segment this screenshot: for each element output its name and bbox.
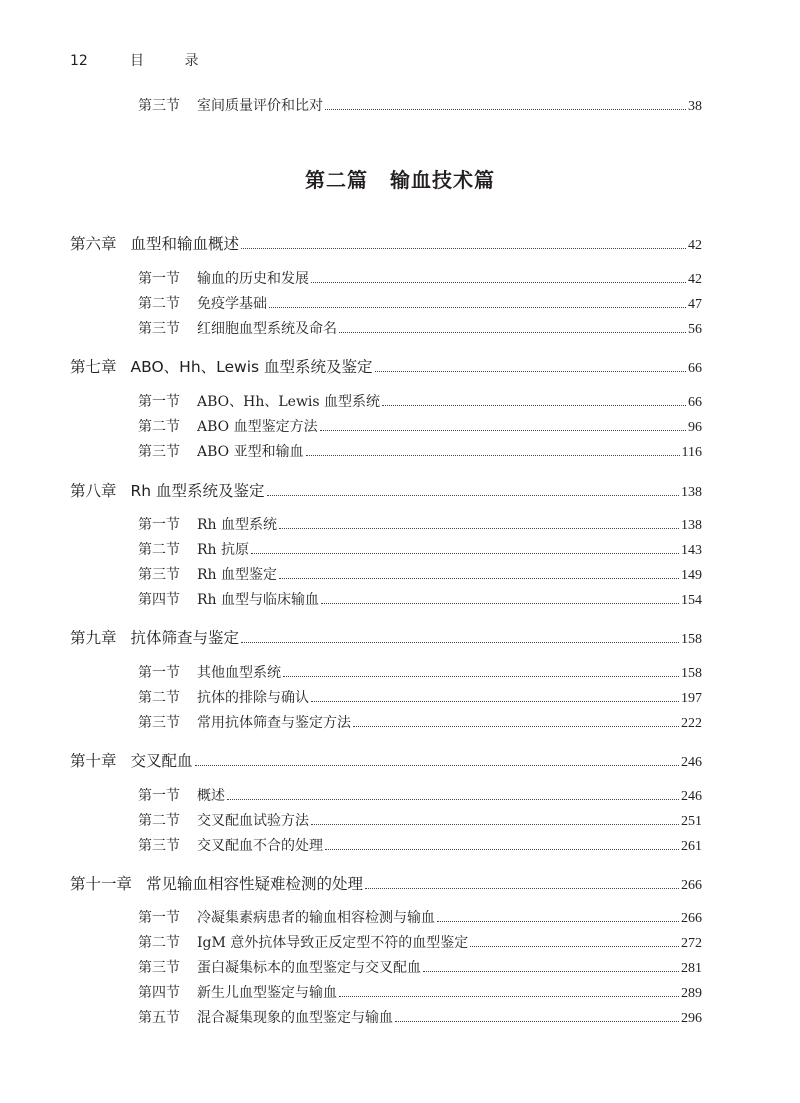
toc-section-entry[interactable] bbox=[138, 811, 702, 831]
section-label: 第一节 bbox=[138, 517, 180, 533]
toc-section-entry[interactable] bbox=[138, 1008, 702, 1028]
section-label: 第三节 bbox=[138, 321, 180, 337]
chapter-title: ABO、Hh、Lewis 血型系统及鉴定 bbox=[130, 358, 373, 376]
chapter-page: 246 bbox=[681, 755, 702, 770]
dot-leader bbox=[375, 371, 686, 372]
toc-section-entry[interactable] bbox=[138, 515, 702, 535]
dot-leader bbox=[311, 701, 679, 702]
section-title: 红细胞血型系统及命名 bbox=[197, 321, 337, 337]
dot-leader bbox=[423, 971, 679, 972]
dot-leader bbox=[365, 888, 679, 889]
chapter-title: 抗体筛查与鉴定 bbox=[130, 629, 240, 647]
section-page: 158 bbox=[681, 666, 702, 681]
section-title: Rh 血型与临床输血 bbox=[197, 592, 320, 608]
dot-leader bbox=[241, 642, 679, 643]
toc-section-entry[interactable] bbox=[138, 983, 702, 1003]
dot-leader bbox=[325, 109, 686, 110]
chapter-label: 第九章 bbox=[70, 629, 117, 647]
section-title: 概述 bbox=[197, 788, 225, 804]
dot-leader bbox=[306, 455, 680, 456]
section-label: 第四节 bbox=[138, 592, 180, 608]
toc-section-entry[interactable] bbox=[138, 417, 702, 437]
section-title: 新生儿血型鉴定与输血 bbox=[197, 985, 337, 1001]
section-label: 第三节 bbox=[138, 567, 180, 583]
section-title: 输血的历史和发展 bbox=[197, 271, 309, 287]
section-page: 261 bbox=[681, 839, 702, 854]
toc-section-entry[interactable] bbox=[138, 836, 702, 856]
section-title: 混合凝集现象的血型鉴定与输血 bbox=[197, 1010, 393, 1026]
section-title: 室间质量评价和比对 bbox=[197, 98, 323, 114]
chapter-title: 常见输血相容性疑难检测的处理 bbox=[146, 875, 364, 893]
section-label: 第二节 bbox=[138, 813, 180, 829]
section-label: 第二节 bbox=[138, 935, 180, 951]
section-title: IgM 意外抗体导致正反定型不符的血型鉴定 bbox=[197, 935, 469, 951]
dot-leader bbox=[251, 553, 679, 554]
toc-section-entry[interactable] bbox=[138, 958, 702, 978]
section-label: 第四节 bbox=[138, 985, 180, 1001]
section-label: 第三节 bbox=[138, 98, 180, 114]
section-label: 第三节 bbox=[138, 838, 180, 854]
section-label: 第一节 bbox=[138, 271, 180, 287]
dot-leader bbox=[227, 799, 679, 800]
section-label: 第五节 bbox=[138, 1010, 180, 1026]
section-title: ABO、Hh、Lewis 血型系统 bbox=[197, 394, 381, 410]
section-page: 246 bbox=[681, 789, 702, 804]
section-label: 第三节 bbox=[138, 715, 180, 731]
section-label: 第一节 bbox=[138, 665, 180, 681]
dot-leader bbox=[311, 824, 679, 825]
toc-chapter-entry[interactable] bbox=[70, 627, 702, 649]
toc-section-entry[interactable] bbox=[138, 908, 702, 928]
section-title: 冷凝集素病患者的输血相容检测与输血 bbox=[197, 910, 435, 926]
dot-leader bbox=[195, 765, 679, 766]
section-page: 38 bbox=[688, 99, 702, 114]
section-page: 251 bbox=[681, 814, 702, 829]
section-label: 第二节 bbox=[138, 419, 180, 435]
section-title: 抗体的排除与确认 bbox=[197, 690, 309, 706]
dot-leader bbox=[325, 849, 679, 850]
section-page: 138 bbox=[681, 518, 702, 533]
part-title: 输血技术篇 bbox=[390, 168, 495, 192]
toc-section-entry[interactable] bbox=[138, 688, 702, 708]
toc-section-entry[interactable] bbox=[138, 392, 702, 412]
dot-leader bbox=[437, 921, 679, 922]
toc-section-entry[interactable] bbox=[138, 96, 702, 116]
chapter-page: 158 bbox=[681, 632, 702, 647]
section-page: 272 bbox=[681, 936, 702, 951]
section-title: 交叉配血不合的处理 bbox=[197, 838, 323, 854]
toc-section-entry[interactable] bbox=[138, 540, 702, 560]
section-page: 154 bbox=[681, 593, 702, 608]
section-page: 66 bbox=[688, 395, 702, 410]
chapter-title: Rh 血型系统及鉴定 bbox=[130, 482, 265, 500]
section-label: 第二节 bbox=[138, 690, 180, 706]
section-label: 第二节 bbox=[138, 296, 180, 312]
section-page: 296 bbox=[681, 1011, 702, 1026]
dot-leader bbox=[267, 495, 679, 496]
chapter-label: 第七章 bbox=[70, 358, 117, 376]
toc-chapter-entry[interactable] bbox=[70, 750, 702, 772]
running-header bbox=[70, 50, 216, 70]
section-label: 第一节 bbox=[138, 788, 180, 804]
section-page: 56 bbox=[688, 322, 702, 337]
part-label: 第二篇 bbox=[305, 168, 368, 192]
section-page: 266 bbox=[681, 911, 702, 926]
chapter-page: 66 bbox=[688, 361, 702, 376]
toc-chapter-entry[interactable] bbox=[70, 873, 702, 895]
section-title: 免疫学基础 bbox=[197, 296, 267, 312]
section-title: 其他血型系统 bbox=[197, 665, 281, 681]
section-title: 蛋白凝集标本的血型鉴定与交叉配血 bbox=[197, 960, 421, 976]
dot-leader bbox=[339, 332, 686, 333]
dot-leader bbox=[321, 603, 679, 604]
section-page: 96 bbox=[688, 420, 702, 435]
toc-section-entry[interactable] bbox=[138, 590, 702, 610]
chapter-label: 第十一章 bbox=[70, 875, 133, 893]
part-heading bbox=[0, 164, 800, 193]
dot-leader bbox=[269, 307, 686, 308]
section-label: 第一节 bbox=[138, 394, 180, 410]
dot-leader bbox=[279, 578, 679, 579]
section-label: 第三节 bbox=[138, 444, 180, 460]
header-title: 目 录 bbox=[130, 53, 217, 69]
section-page: 116 bbox=[681, 445, 702, 460]
section-title: ABO 亚型和输血 bbox=[197, 444, 304, 460]
section-label: 第二节 bbox=[138, 542, 180, 558]
toc-section-entry[interactable] bbox=[138, 319, 702, 339]
toc-section-entry[interactable] bbox=[138, 269, 702, 289]
chapter-title: 交叉配血 bbox=[130, 752, 193, 770]
dot-leader bbox=[395, 1021, 679, 1022]
dot-leader bbox=[241, 248, 686, 249]
section-label: 第三节 bbox=[138, 960, 180, 976]
section-page: 289 bbox=[681, 986, 702, 1001]
chapter-label: 第十章 bbox=[70, 752, 117, 770]
toc-section-entry[interactable] bbox=[138, 933, 702, 953]
toc-section-entry[interactable] bbox=[138, 294, 702, 314]
dot-leader bbox=[339, 996, 679, 997]
toc-section-entry[interactable] bbox=[138, 565, 702, 585]
section-page: 197 bbox=[681, 691, 702, 706]
toc-section-entry[interactable] bbox=[138, 442, 702, 462]
toc-section-entry[interactable] bbox=[138, 713, 702, 733]
section-title: 交叉配血试验方法 bbox=[197, 813, 309, 829]
section-title: Rh 血型系统 bbox=[197, 517, 278, 533]
dot-leader bbox=[470, 946, 679, 947]
chapter-label: 第六章 bbox=[70, 235, 117, 253]
section-page: 42 bbox=[688, 272, 702, 287]
section-page: 47 bbox=[688, 297, 702, 312]
dot-leader bbox=[279, 528, 679, 529]
chapter-label: 第八章 bbox=[70, 482, 117, 500]
chapter-page: 266 bbox=[681, 878, 702, 893]
section-title: 常用抗体筛查与鉴定方法 bbox=[197, 715, 351, 731]
chapter-title: 血型和输血概述 bbox=[130, 235, 240, 253]
dot-leader bbox=[311, 282, 686, 283]
dot-leader bbox=[283, 676, 679, 677]
section-page: 149 bbox=[681, 568, 702, 583]
dot-leader bbox=[382, 405, 686, 406]
header-page-number: 12 bbox=[70, 53, 88, 69]
section-page: 281 bbox=[681, 961, 702, 976]
toc-chapter-entry[interactable] bbox=[70, 233, 702, 255]
section-page: 143 bbox=[681, 543, 702, 558]
section-label: 第一节 bbox=[138, 910, 180, 926]
chapter-page: 138 bbox=[681, 485, 702, 500]
dot-leader bbox=[320, 430, 686, 431]
section-title: Rh 抗原 bbox=[197, 542, 250, 558]
toc-chapter-entry[interactable] bbox=[70, 356, 702, 378]
toc-section-entry[interactable] bbox=[138, 786, 702, 806]
dot-leader bbox=[353, 726, 679, 727]
toc-chapter-entry[interactable] bbox=[70, 480, 702, 502]
chapter-page: 42 bbox=[688, 238, 702, 253]
section-title: Rh 血型鉴定 bbox=[197, 567, 278, 583]
section-title: ABO 血型鉴定方法 bbox=[197, 419, 318, 435]
section-page: 222 bbox=[681, 716, 702, 731]
toc-section-entry[interactable] bbox=[138, 663, 702, 683]
